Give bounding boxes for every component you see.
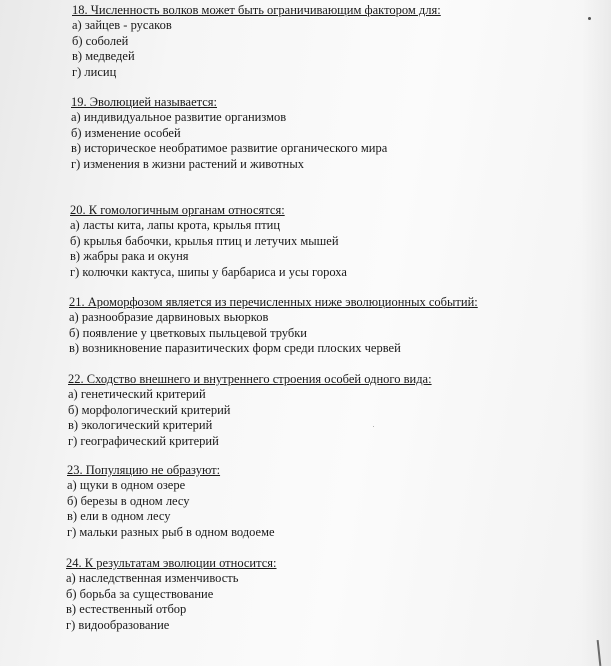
question-title: 20. К гомологичным органам относятся:	[70, 203, 285, 217]
answer-option: г) географический критерий	[68, 433, 219, 448]
answer-option: г) видообразование	[66, 617, 170, 632]
question-20	[70, 203, 347, 280]
answer-option: б) березы в одном лесу	[67, 493, 190, 508]
answer-option: а) генетический критерий	[68, 387, 206, 402]
answer-option: в) естественный отбор	[66, 602, 187, 617]
question-24	[66, 556, 277, 633]
answer-option: а) наследственная изменчивость	[66, 571, 239, 586]
answer-option: в) медведей	[72, 49, 135, 64]
answer-option: б) морфологический критерий	[68, 402, 231, 417]
question-title: 24. К результатам эволюции относится:	[66, 556, 277, 570]
answer-option: б) борьба за существование	[66, 586, 214, 601]
answer-option: б) крылья бабочки, крылья птиц и летучих мышей	[70, 233, 339, 248]
question-title: 19. Эволюцией называется:	[71, 95, 218, 109]
answer-option: б) соболей	[72, 33, 129, 48]
question-21	[69, 295, 492, 357]
question-title: 23. Популяцию не образуют:	[67, 463, 221, 477]
answer-option: в) ели в одном лесу	[67, 509, 171, 524]
answer-option: в) жабры рака и окуня	[70, 249, 189, 264]
answer-option: а) зайцев - русаков	[72, 18, 172, 33]
answer-option: в) возникновение паразитических форм среди плоских червей	[69, 341, 401, 356]
answer-option: б) изменение особей	[71, 125, 181, 140]
answer-option: а) разнообразие дарвиновых вьюрков	[69, 310, 269, 325]
question-18	[72, 3, 441, 80]
answer-option: г) изменения в жизни растений и животных	[71, 156, 305, 171]
answer-option: а) щуки в одном озере	[67, 478, 186, 493]
question-19	[71, 95, 387, 172]
page-edge-shadow	[581, 0, 611, 666]
question-23	[67, 463, 275, 540]
answer-option: а) индивидуальное развитие организмов	[71, 110, 287, 125]
question-title: 21. Ароморфозом является из перечисленных ниже эволюционных событий:	[69, 295, 478, 309]
question-22	[68, 372, 432, 449]
question-title: 22. Сходство внешнего и внутреннего строения особей одного вида:	[68, 372, 432, 386]
answer-option: б) появление у цветковых пыльцевой трубки	[69, 325, 307, 340]
answer-option: в) экологический критерий	[68, 418, 213, 433]
paper-speck	[373, 426, 374, 427]
question-title: 18. Численность волков может быть ограничивающим фактором для:	[72, 3, 441, 17]
answer-option: г) колючки кактуса, шипы у барбариса и усы гороха	[70, 264, 347, 279]
answer-option: в) историческое необратимое развитие органического мира	[71, 141, 388, 156]
answer-option: а) ласты кита, лапы крота, крылья птиц	[70, 218, 281, 233]
answer-option: г) лисиц	[72, 64, 117, 79]
answer-option: г) мальки разных рыб в одном водоеме	[67, 524, 275, 539]
